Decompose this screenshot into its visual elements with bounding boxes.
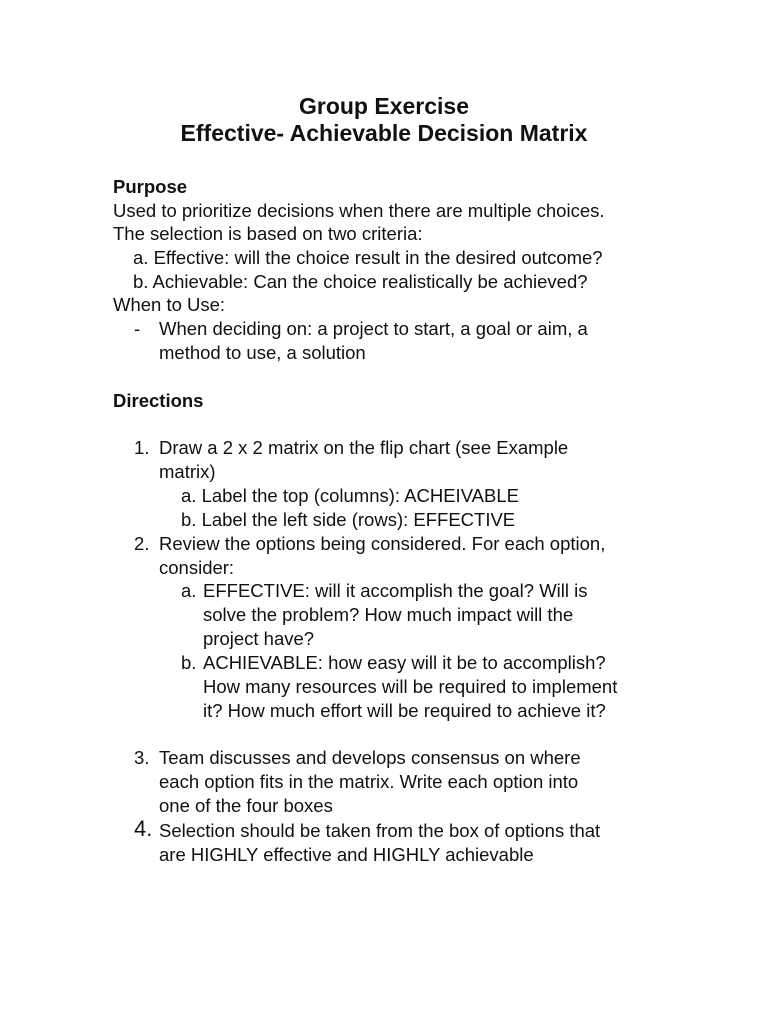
step-line: Selection should be taken from the box of options that	[159, 820, 601, 841]
step-line: Review the options being considered. For each option,	[159, 533, 606, 554]
subitem-marker: a.	[181, 580, 197, 601]
subitem-marker: b.	[181, 652, 197, 673]
step-subitem: a. Label the top (columns): ACHEIVABLE	[181, 485, 519, 506]
document-subtitle: Effective- Achievable Decision Matrix	[180, 120, 588, 146]
step-number: 2.	[134, 533, 150, 554]
subitem-line: ACHIEVABLE: how easy will it be to accomplish?	[203, 652, 606, 673]
step-number: 3.	[134, 747, 150, 768]
criteria-item: b. Achievable: Can the choice realistically be achieved?	[133, 271, 588, 292]
step-number: 1.	[134, 437, 150, 458]
subitem-line: How many resources will be required to implement	[203, 676, 618, 697]
step-subitem: b. Label the left side (rows): EFFECTIVE	[181, 509, 516, 530]
step-line: matrix)	[159, 461, 216, 482]
directions-heading: Directions	[113, 390, 204, 411]
step-line: Team discusses and develops consensus on where	[159, 747, 581, 768]
when-line: method to use, a solution	[159, 342, 366, 363]
criteria-item: a. Effective: will the choice result in the desired outcome?	[133, 247, 603, 268]
purpose-heading: Purpose	[113, 176, 188, 197]
step-line: Draw a 2 x 2 matrix on the flip chart (see Example	[159, 437, 569, 458]
subitem-line: EFFECTIVE: will it accomplish the goal? Will is	[203, 580, 588, 601]
step-line: are HIGHLY effective and HIGHLY achievable	[159, 844, 534, 865]
step-line: each option fits in the matrix. Write each option into	[159, 771, 579, 792]
subitem-line: solve the problem? How much impact will the	[203, 604, 574, 625]
document-title: Group Exercise	[298, 93, 470, 119]
purpose-line: The selection is based on two criteria:	[113, 223, 423, 244]
when-line: When deciding on: a project to start, a goal or aim, a	[159, 318, 588, 339]
when-to-use-label: When to Use:	[113, 294, 226, 315]
subitem-line: project have?	[203, 628, 315, 649]
step-line: one of the four boxes	[159, 795, 333, 816]
step-line: consider:	[159, 557, 235, 578]
purpose-line: Used to prioritize decisions when there are multiple choices.	[113, 200, 605, 221]
when-bullet-dash: -	[134, 318, 141, 339]
subitem-line: it? How much effort will be required to achieve it?	[203, 700, 606, 721]
step-number: 4.	[134, 816, 153, 841]
